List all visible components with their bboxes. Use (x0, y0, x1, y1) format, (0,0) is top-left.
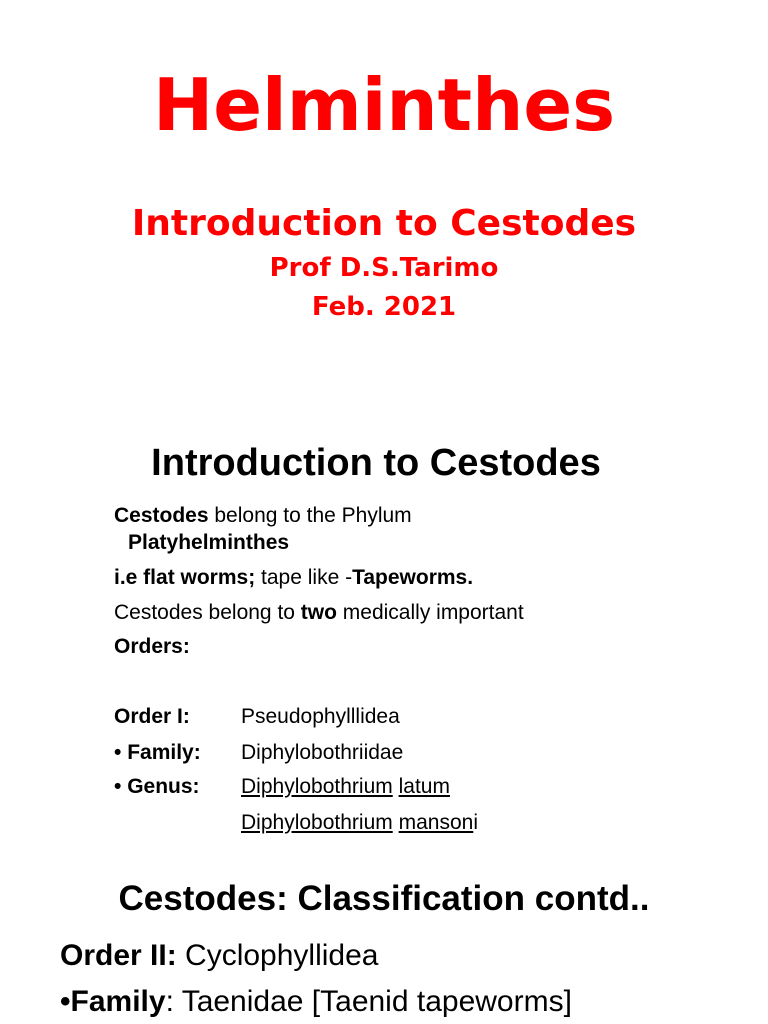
body-line-platyhelminthes (128, 530, 289, 556)
family-taenidae-value: : Taenidae [Taenid tapeworms] (165, 985, 572, 1018)
text-tape-like: tape like - (255, 566, 353, 589)
body-line-two-orders (114, 600, 524, 626)
presentation-date: Feb. 2021 (311, 292, 457, 322)
family-value: Diphylobothriidae (241, 741, 404, 764)
order-two-label: Order II: (60, 939, 177, 972)
author-name: Prof D.S.Tarimo (269, 253, 499, 283)
slide2-heading: Introduction to Cestodes (151, 442, 601, 484)
term-tapeworms: Tapeworms. (352, 566, 474, 589)
family-taenidae-label: Family (70, 985, 166, 1018)
slide3-heading: Cestodes: Classification contd.. (118, 879, 650, 918)
order-two-value: Cyclophyllidea (176, 939, 379, 972)
text-medically-important: medically important (336, 601, 524, 624)
family-label: Family: (127, 741, 201, 764)
term-platyhelminthes: Platyhelminthes (128, 531, 290, 554)
presentation-title: Helminthes (152, 63, 616, 147)
species2-genus: Diphylobothrium (241, 811, 393, 834)
order-two-line (60, 937, 378, 975)
term-cestodes: Cestodes (114, 504, 209, 527)
text-belong-phylum: belong to the Phylum (208, 504, 412, 527)
genus-species-1 (241, 774, 450, 800)
term-two: two (300, 601, 337, 624)
family-taenidae-line (60, 983, 572, 1021)
species2-suffix: i (473, 811, 478, 834)
text-cestodes-belong: Cestodes belong to (114, 601, 301, 624)
presentation-subtitle: Introduction to Cestodes (131, 203, 637, 244)
genus-label: Genus: (127, 775, 200, 798)
species1-name: latum (398, 775, 450, 798)
body-line-phylum (114, 503, 412, 529)
body-line-flatworms (114, 565, 473, 591)
bullet-icon: • (60, 985, 71, 1018)
genus-species-2 (241, 810, 478, 836)
species2-name: manson (398, 811, 474, 834)
species1-genus: Diphylobothrium (241, 775, 393, 798)
bullet-icon: • (114, 775, 122, 798)
genus-row-label (114, 774, 200, 800)
order-value: Pseudophylllidea (241, 705, 400, 728)
bullet-icon: • (114, 741, 122, 764)
term-orders: Orders: (114, 635, 190, 658)
body-line-orders (114, 634, 190, 660)
family-row-label (114, 740, 201, 766)
term-flat-worms: i.e flat worms; (114, 566, 256, 589)
order-label: Order I: (114, 705, 190, 728)
